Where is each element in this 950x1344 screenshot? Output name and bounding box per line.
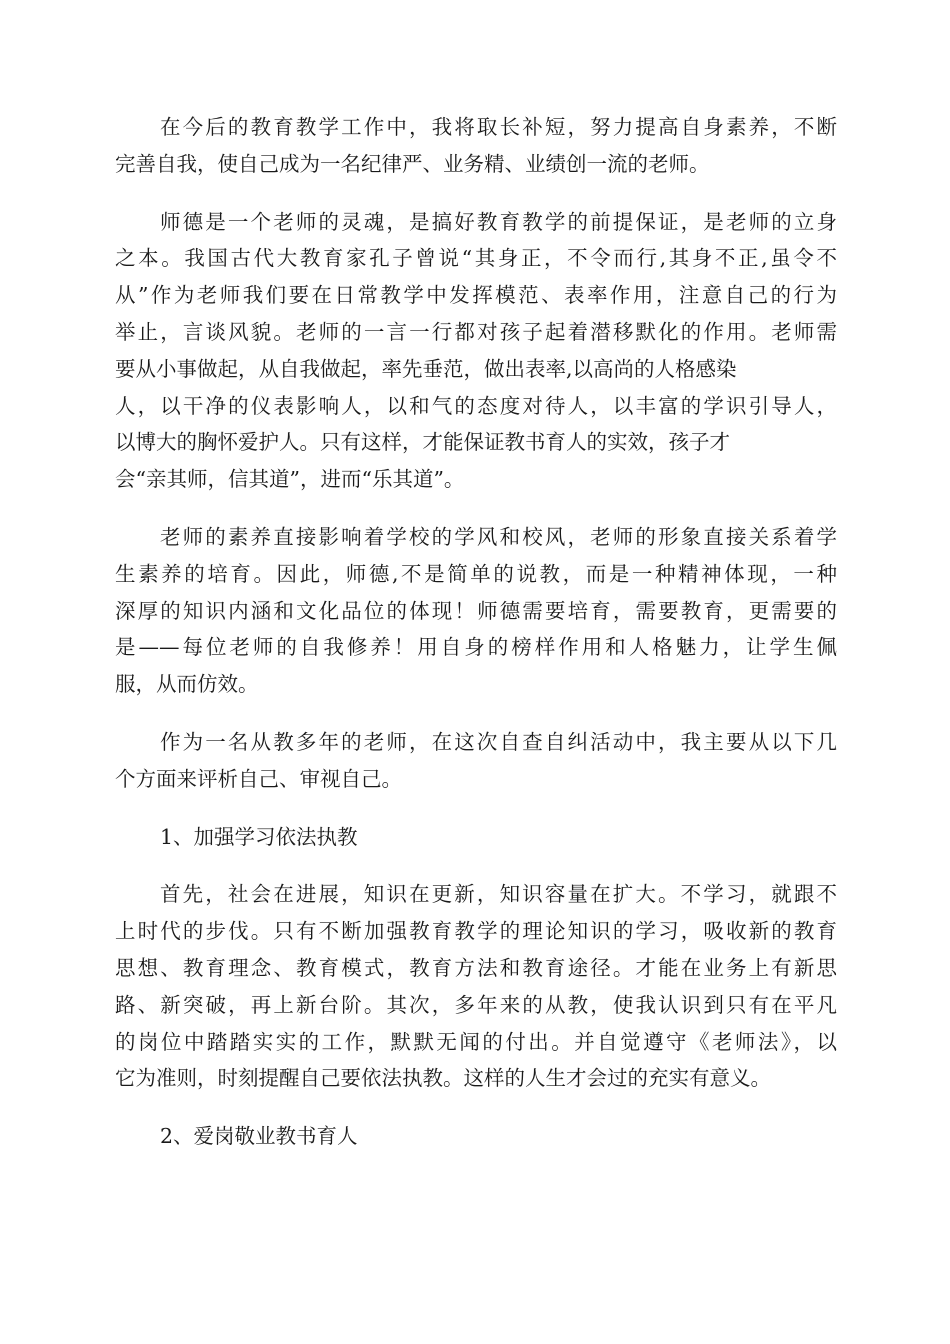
text-line: 以博大的胸怀爱护人。只有这样，才能保证教书育人的实效，孩子才 — [115, 430, 730, 455]
text-line: 之本。我国古代大教育家孔子曾说“其身正，不令而行,其身不正,虽令不 — [115, 246, 837, 271]
document-page — [115, 109, 837, 1176]
text-line: 师德是一个老师的灵魂，是搞好教育教学的前提保证，是老师的立身 — [160, 209, 837, 234]
text-line: 从”作为老师我们要在日常教学中发挥模范、表率作用，注意自己的行为 — [115, 283, 837, 308]
text-line: 深厚的知识内涵和文化品位的体现！师德需要培育，需要教育，更需要的 — [115, 598, 837, 623]
text-line: 个方面来评析自己、审视自己。 — [115, 766, 402, 791]
text-line: 路、新突破，再上新台阶。其次，多年来的从教，使我认识到只有在平凡 — [115, 992, 837, 1017]
text-line: 人，以干净的仪表影响人，以和气的态度对待人，以丰富的学识引导人， — [115, 393, 837, 418]
text-line: 要从小事做起，从自我做起，率先垂范，做出表率,以高尚的人格感染 — [115, 356, 737, 381]
text-line: 它为准则，时刻提醒自己要依法执教。这样的人生才会过的充实有意义。 — [115, 1066, 771, 1091]
paragraph-2 — [115, 204, 837, 498]
section-heading-2: 2、爱岗敬业教书育人 — [160, 1124, 358, 1149]
text-line: 举止，言谈风貌。老师的一言一行都对孩子起着潜移默化的作用。老师需 — [115, 319, 837, 344]
text-line: 老师的素养直接影响着学校的学风和校风，老师的形象直接关系着学 — [160, 524, 837, 549]
section-heading-1: 1、加强学习依法执教 — [160, 824, 358, 849]
text-line: 是——每位老师的自我修养！用自身的榜样作用和人格魅力，让学生佩 — [115, 635, 837, 660]
text-line: 生素养的培育。因此，师德,不是简单的说教，而是一种精神体现，一种 — [115, 561, 837, 586]
paragraph-5 — [115, 876, 837, 1097]
text-line: 会“亲其师，信其道”，进而“乐其道”。 — [115, 467, 465, 492]
paragraph-3 — [115, 519, 837, 703]
text-line: 在今后的教育教学工作中，我将取长补短，努力提高自身素养，不断 — [160, 115, 837, 139]
paragraph-4 — [115, 724, 837, 798]
text-line: 上时代的步伐。只有不断加强教育教学的理论知识的学习，吸收新的教育 — [115, 919, 837, 944]
paragraph-1 — [115, 109, 837, 183]
text-line: 服，从而仿效。 — [115, 672, 259, 697]
text-line: 思想、教育理念、教育模式，教育方法和教育途径。才能在业务上有新思 — [115, 955, 837, 980]
text-line: 首先，社会在进展，知识在更新，知识容量在扩大。不学习，就跟不 — [160, 882, 837, 907]
text-line: 完善自我，使自己成为一名纪律严、业务精、业绩创一流的老师。 — [115, 151, 710, 176]
text-line: 的岗位中踏踏实实的工作，默默无闻的付出。并自觉遵守《老师法》，以 — [115, 1029, 837, 1054]
text-line: 作为一名从教多年的老师，在这次自查自纠活动中，我主要从以下几 — [160, 729, 837, 754]
